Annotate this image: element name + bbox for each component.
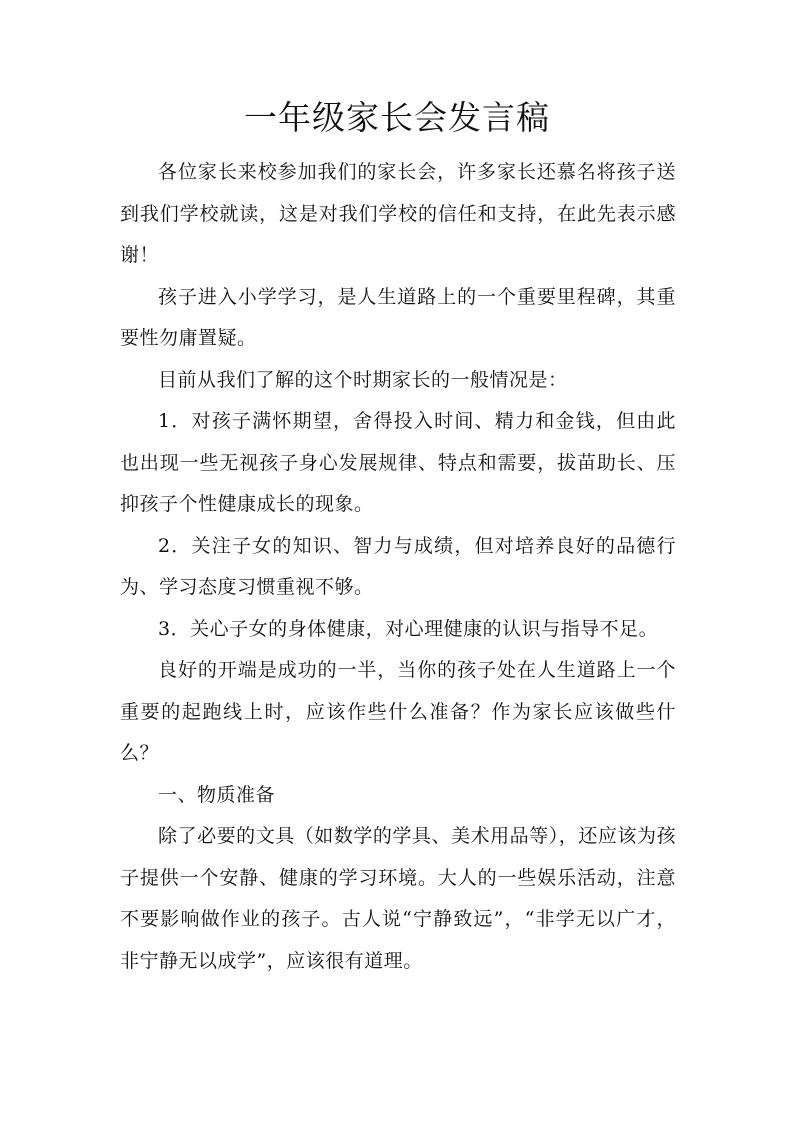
paragraph-point-2: 2．关注子女的知识、智力与成绩，但对培养良好的品德行为、学习态度习惯重视不够。 [120, 534, 676, 598]
document-title: 一年级家长会发言稿 [244, 98, 550, 137]
paragraph-point-1: 1．对孩子满怀期望，舍得投入时间、精力和金钱，但由此也出现一些无视孩子身心发展规律、特点和需要，拔苗助长、压抑孩子个性健康成长的现象。 [120, 410, 676, 515]
paragraph-milestone: 孩子进入小学学习，是人生道路上的一个重要里程碑，其重要性勿庸置疑。 [120, 285, 676, 349]
paragraph-material-prep: 除了必要的文具（如数学的学具、美术用品等），还应该为孩子提供一个安静、健康的学习环境。大人的一些娱乐活动，注意不要影响做作业的孩子。古人说“宁静致远”，“非学无以广才，非宁静无以成学”，应该很有道理。 [120, 825, 676, 972]
paragraph-situation-intro: 目前从我们了解的这个时期家长的一般情况是： [158, 368, 568, 391]
paragraph-point-3: 3．关心子女的身体健康，对心理健康的认识与指导不足。 [158, 617, 659, 640]
document-body [120, 152, 676, 982]
paragraph-greeting: 各位家长来校参加我们的家长会，许多家长还慕名将孩子送到我们学校就读，这是对我们学校的信任和支持，在此先表示感谢！ [120, 161, 676, 266]
paragraph-good-start: 良好的开端是成功的一半，当你的孩子处在人生道路上一个重要的起跑线上时，应该作些什么准备？作为家长应该做些什么？ [120, 659, 676, 764]
section-heading-material-prep: 一、物质准备 [158, 783, 276, 806]
